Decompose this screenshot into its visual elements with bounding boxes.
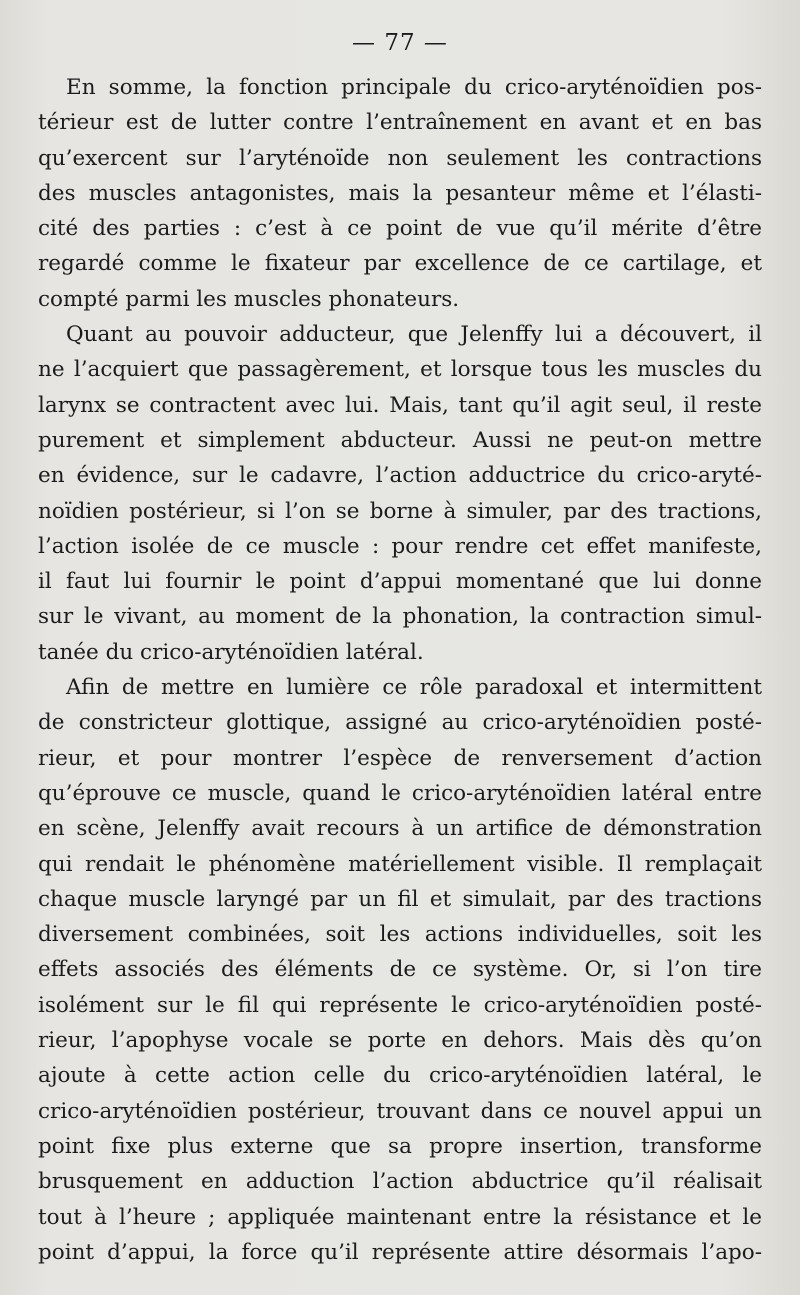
text-line: purement et simplement abducteur. Aussi ne peut-on mettre xyxy=(38,427,762,453)
text-line: effets associés des éléments de ce système. Or, si l’on tire xyxy=(38,957,762,983)
text-line: qui rendait le phénomène matériellement visible. Il remplaçait xyxy=(38,851,762,877)
text-line: l’action isolée de ce muscle : pour rendre cet effet manifeste, xyxy=(38,533,762,559)
text-line: brusquement en adduction l’action abductrice qu’il réalisait xyxy=(38,1169,762,1195)
text-line: point fixe plus externe que sa propre insertion, transforme xyxy=(38,1133,762,1159)
text-line: larynx se contractent avec lui. Mais, tant qu’il agit seul, il reste xyxy=(38,392,762,418)
text-line: diversement combinées, soit les actions individuelles, soit les xyxy=(38,922,762,948)
text-line: de constricteur glottique, assigné au crico-aryténoïdien posté- xyxy=(38,710,762,736)
text-line: rieur, l’apophyse vocale se porte en dehors. Mais dès qu’on xyxy=(38,1028,762,1054)
text-line: rieur, et pour montrer l’espèce de renversement d’action xyxy=(38,745,762,771)
text-line: tout à l’heure ; appliquée maintenant entre la résistance et le xyxy=(38,1204,762,1230)
text-line: térieur est de lutter contre l’entraînement en avant et en bas xyxy=(38,110,762,136)
text-line: ne l’acquiert que passagèrement, et lorsque tous les muscles du xyxy=(38,357,762,383)
text-line: qu’éprouve ce muscle, quand le crico-aryténoïdien latéral entre xyxy=(38,780,762,806)
text-line: en scène, Jelenffy avait recours à un artifice de démonstration xyxy=(38,816,762,842)
text-line: crico-aryténoïdien postérieur, trouvant dans ce nouvel appui un xyxy=(38,1098,762,1124)
text-line: compté parmi les muscles phonateurs. xyxy=(38,286,460,312)
paragraph-2 xyxy=(38,317,762,670)
text-line: en évidence, sur le cadavre, l’action adductrice du crico-aryté- xyxy=(38,463,762,489)
text-line: sur le vivant, au moment de la phonation, la contraction simul- xyxy=(38,604,762,630)
paragraph-1 xyxy=(38,70,762,317)
text-line: regardé comme le fixateur par excellence de ce cartilage, et xyxy=(38,251,762,277)
text-line: tanée du crico-aryténoïdien latéral. xyxy=(38,639,424,665)
text-line: En somme, la fonction principale du crico-aryténoïdien pos- xyxy=(66,75,762,100)
text-line: noïdien postérieur, si l’on se borne à simuler, par des tractions, xyxy=(38,498,762,524)
text-line: des muscles antagonistes, mais la pesanteur même et l’élasti- xyxy=(38,180,762,206)
text-line: cité des parties : c’est à ce point de vue qu’il mérite d’être xyxy=(38,216,762,242)
page-number: — 77 — xyxy=(352,30,448,56)
text-line: qu’exercent sur l’aryténoïde non seulement les contractions xyxy=(38,145,762,171)
text-line: Quant au pouvoir adducteur, que Jelenffy lui a découvert, il xyxy=(66,322,762,348)
text-line: point d’appui, la force qu’il représente attire désormais l’apo- xyxy=(38,1239,762,1265)
body-text xyxy=(38,70,762,1270)
text-line: chaque muscle laryngé par un fil et simulait, par des tractions xyxy=(38,886,762,912)
paragraph-3 xyxy=(38,670,762,1270)
text-line: Afin de mettre en lumière ce rôle paradoxal et intermittent xyxy=(66,675,762,701)
text-line: isolément sur le fil qui représente le crico-aryténoïdien posté- xyxy=(38,992,762,1018)
text-line: ajoute à cette action celle du crico-aryténoïdien latéral, le xyxy=(38,1063,762,1089)
text-line: il faut lui fournir le point d’appui momentané que lui donne xyxy=(38,569,762,595)
